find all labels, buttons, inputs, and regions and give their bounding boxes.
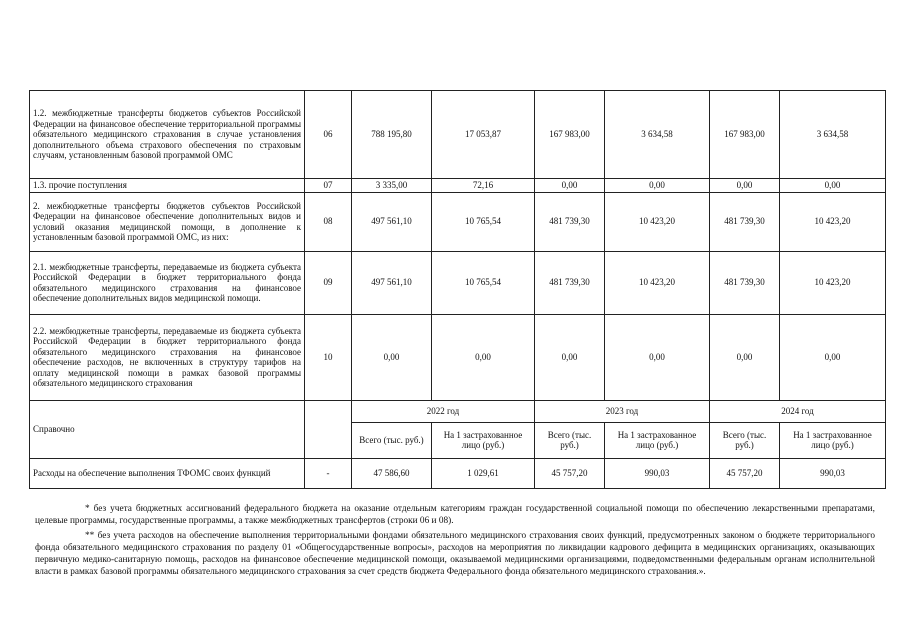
value-cell: 47 586,60 (352, 458, 432, 488)
row-code: 09 (305, 251, 352, 314)
value-cell: 45 757,20 (710, 458, 780, 488)
table-row (30, 251, 886, 314)
column-header-per-insured: На 1 застрахованное лицо (руб.) (605, 422, 710, 458)
row-code: - (305, 458, 352, 488)
table-row (30, 179, 886, 193)
value-cell: 0,00 (780, 179, 886, 193)
footnote-single-asterisk: * без учета бюджетных ассигнований федерального бюджета на оказание отдельным категориям граждан государственной социальной помощи по обеспечению лекарственными препаратами, целевые программы, государственные программы, а также межбюджетных трансфертов (строки 06 и 08). (35, 504, 875, 526)
table-row (30, 314, 886, 400)
row-code: 06 (305, 91, 352, 179)
row-code: 07 (305, 179, 352, 193)
value-cell: 10 423,20 (605, 251, 710, 314)
value-cell: 481 739,30 (535, 251, 605, 314)
row-description: 1.3. прочие поступления (30, 179, 305, 193)
value-cell: 788 195,80 (352, 91, 432, 179)
row-description: 2.2. межбюджетные трансферты, передаваемые из бюджета субъекта Российской Федерации в бюджет территориального фонда обязательного медицинского страхования на финансовое обеспечение расходов, не включенных в структуру тарифов на оплату медицинской помощи в рамках базовой программы обязательного медицинского страхования (30, 314, 305, 400)
value-cell: 3 335,00 (352, 179, 432, 193)
value-cell: 0,00 (710, 179, 780, 193)
year-header: 2023 год (535, 400, 710, 422)
footnote-double-asterisk: ** без учета расходов на обеспечение выполнения территориальными фондами обязательного медицинского страхования своих функций, предусмотренных законом о бюджете территориального фонда обязательного медицинского страхования по разделу 01 «Общегосударственные вопросы», расходов на мероприятия по ликвидации кадрового дефицита в медицинских организациях, оказывающих первичную медико-санитарную помощь, расходов на финансовое обеспечение медицинской помощи, оказываемой медицинскими организациями, подведомственными федеральным органам исполнительной власти в рамках базовой программы обязательного медицинского страхования за счет средств бюджета Федерального фонда обязательного медицинского страхования.». (35, 531, 875, 577)
table-row (30, 91, 886, 179)
value-cell: 481 739,30 (710, 192, 780, 251)
row-description: 2. межбюджетные трансферты бюджетов субъектов Российской Федерации на финансовое обеспечение дополнительных видов и условий оказания медицинской помощи, в дополнение к установленным базовой программой ОМС, из них: (30, 192, 305, 251)
value-cell: 3 634,58 (780, 91, 886, 179)
reference-label: Справочно (30, 400, 305, 458)
year-header: 2024 год (710, 400, 886, 422)
value-cell: 990,03 (780, 458, 886, 488)
value-cell: 0,00 (352, 314, 432, 400)
value-cell: 0,00 (710, 314, 780, 400)
value-cell: 990,03 (605, 458, 710, 488)
value-cell: 10 765,54 (432, 251, 535, 314)
year-header: 2022 год (352, 400, 535, 422)
empty-code-cell (305, 400, 352, 458)
expense-row (30, 458, 886, 488)
value-cell: 10 765,54 (432, 192, 535, 251)
table-row (30, 192, 886, 251)
value-cell: 0,00 (432, 314, 535, 400)
value-cell: 481 739,30 (710, 251, 780, 314)
value-cell: 72,16 (432, 179, 535, 193)
value-cell: 0,00 (780, 314, 886, 400)
value-cell: 497 561,10 (352, 251, 432, 314)
budget-table (29, 90, 886, 489)
column-header-total: Всего (тыс. руб.) (710, 422, 780, 458)
value-cell: 17 053,87 (432, 91, 535, 179)
value-cell: 10 423,20 (605, 192, 710, 251)
column-header-per-insured: На 1 застрахованное лицо (руб.) (780, 422, 886, 458)
value-cell: 0,00 (605, 179, 710, 193)
value-cell: 10 423,20 (780, 251, 886, 314)
value-cell: 1 029,61 (432, 458, 535, 488)
value-cell: 0,00 (605, 314, 710, 400)
value-cell: 167 983,00 (710, 91, 780, 179)
value-cell: 10 423,20 (780, 192, 886, 251)
column-header-total: Всего (тыс. руб.) (352, 422, 432, 458)
column-header-per-insured: На 1 застрахованное лицо (руб.) (432, 422, 535, 458)
row-code: 10 (305, 314, 352, 400)
value-cell: 0,00 (535, 179, 605, 193)
value-cell: 45 757,20 (535, 458, 605, 488)
row-description: 1.2. межбюджетные трансферты бюджетов субъектов Российской Федерации на финансовое обеспечение территориальной программы обязательного медицинского страхования в случае установления дополнительного объема страхового обеспечения по страховым случаям, установленным базовой программой ОМС (30, 91, 305, 179)
row-description: Расходы на обеспечение выполнения ТФОМС своих функций (30, 458, 305, 488)
value-cell: 497 561,10 (352, 192, 432, 251)
value-cell: 0,00 (535, 314, 605, 400)
reference-year-row (30, 400, 886, 422)
row-code: 08 (305, 192, 352, 251)
row-description: 2.1. межбюджетные трансферты, передаваемые из бюджета субъекта Российской Федерации в бюджет территориального фонда обязательного медицинского страхования на финансовое обеспечение дополнительных видов медицинской помощи. (30, 251, 305, 314)
value-cell: 481 739,30 (535, 192, 605, 251)
column-header-total: Всего (тыс. руб.) (535, 422, 605, 458)
value-cell: 3 634,58 (605, 91, 710, 179)
value-cell: 167 983,00 (535, 91, 605, 179)
